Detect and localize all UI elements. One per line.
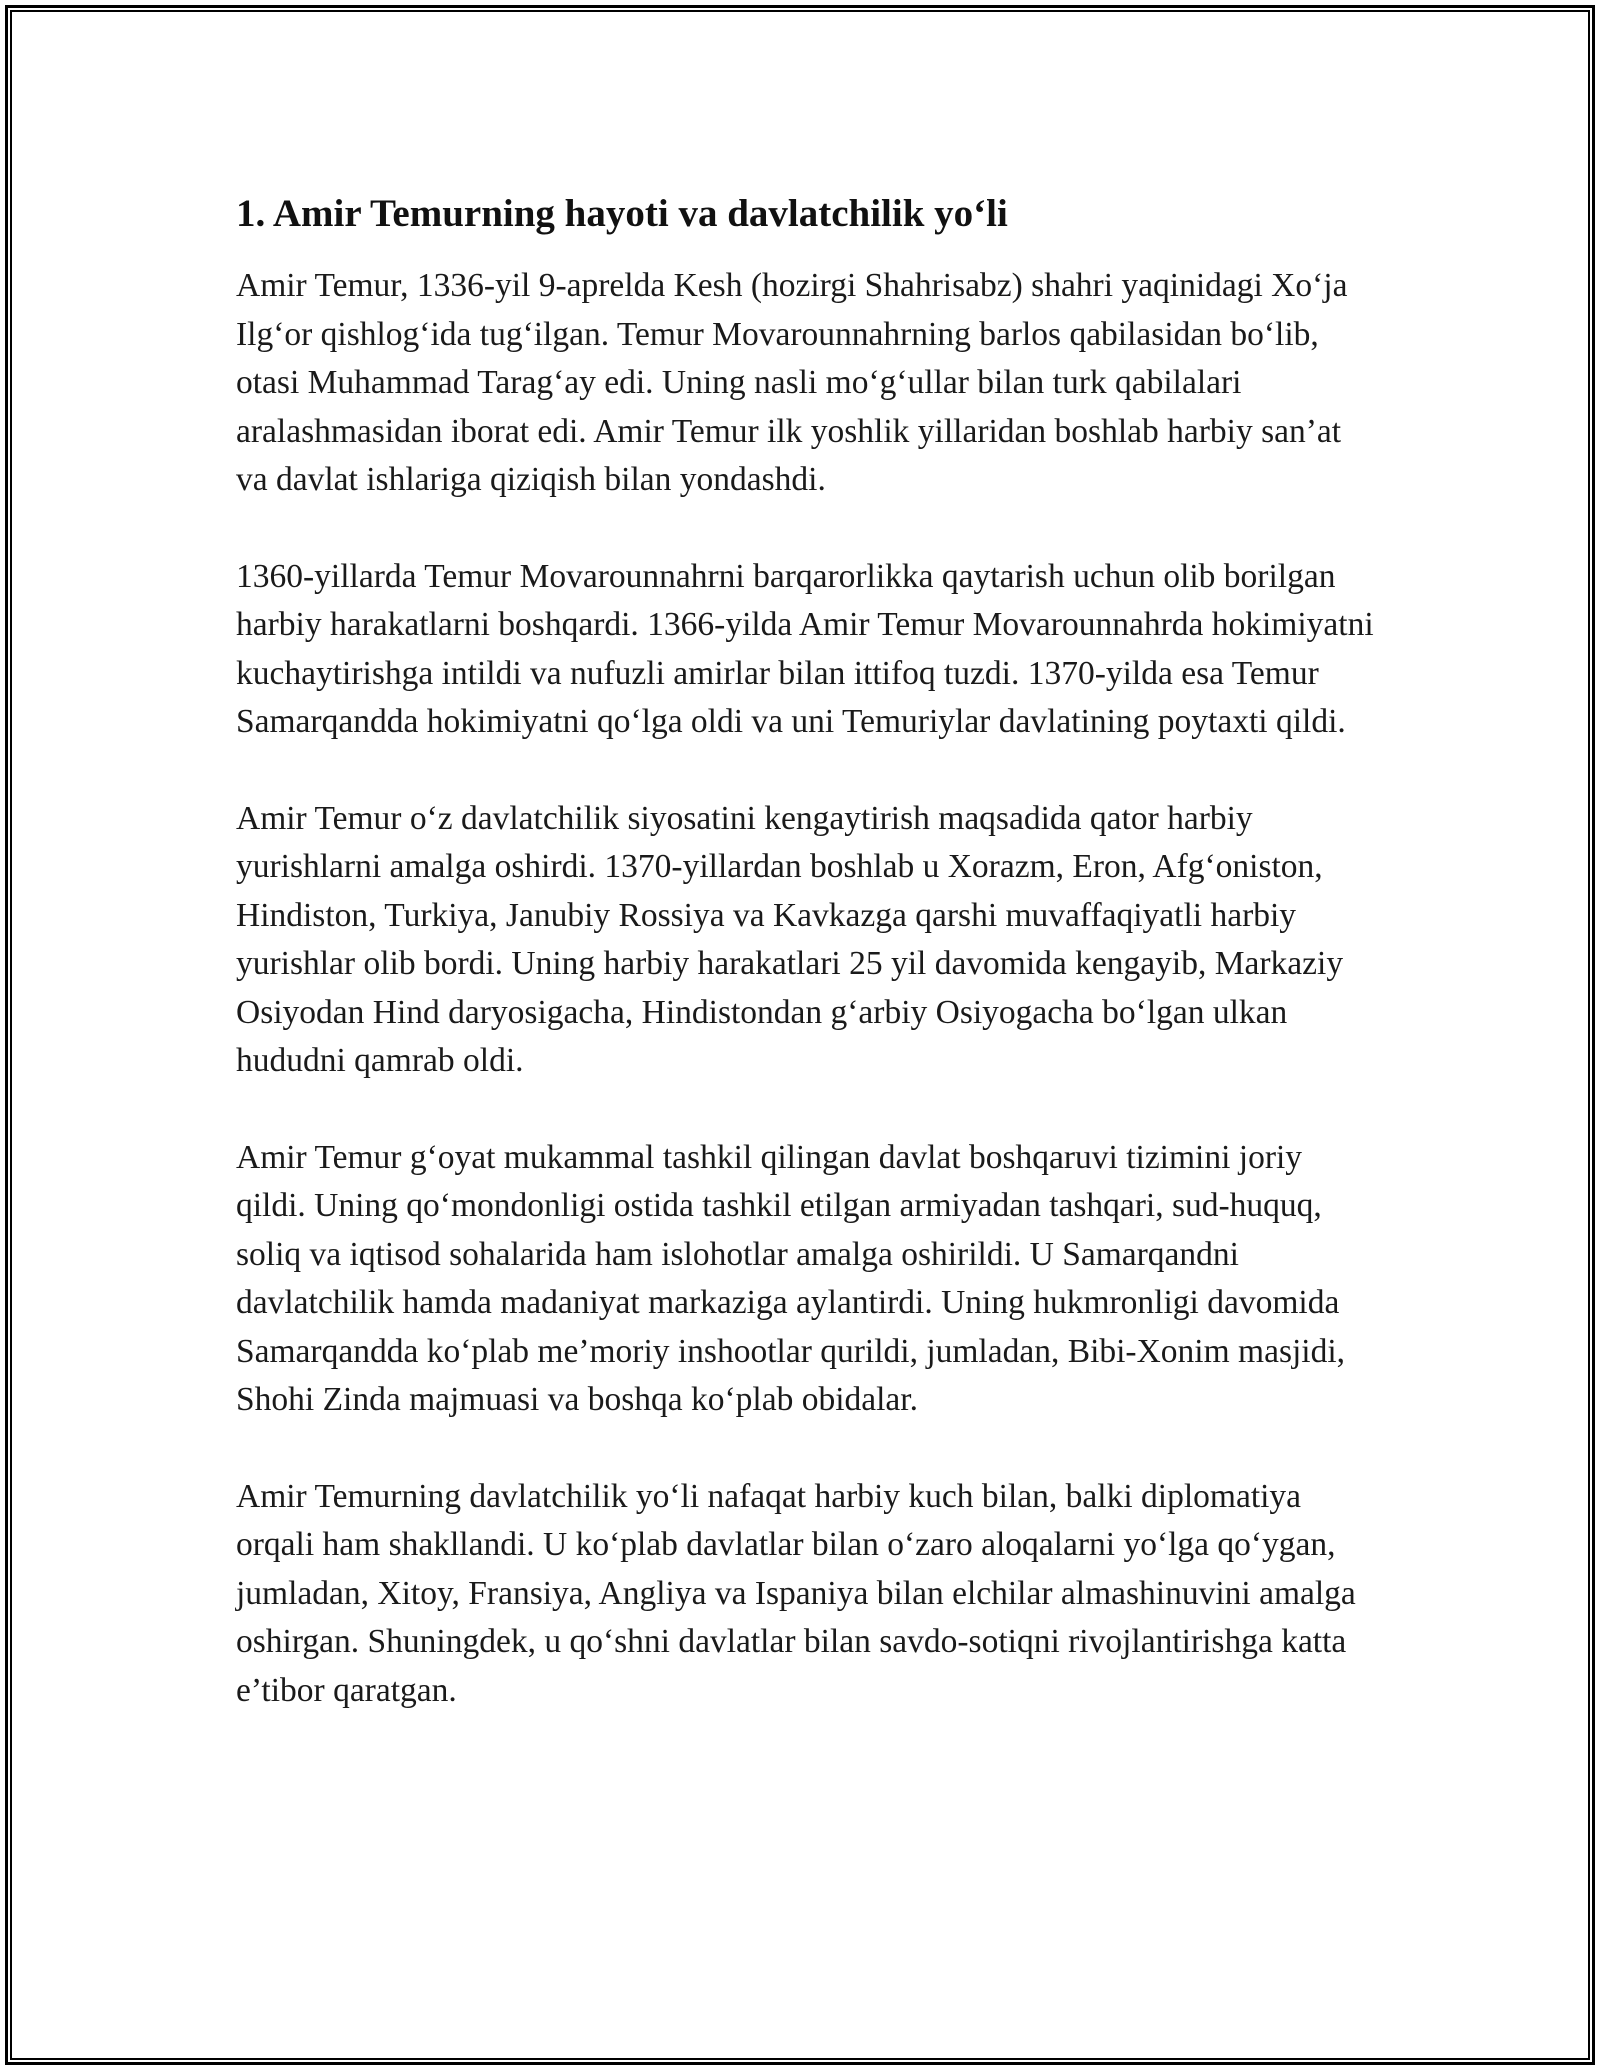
paragraph-state-administration: Amir Temur g‘oyat mukammal tashkil qilingan davlat boshqaruvi tizimini joriy qildi. Uning qo‘mondonligi ostida tashkil etilgan armiyadan tashqari, sud-huquq, soliq va iqtisod sohalarida ham islohotlar amalga oshirildi. U Samarqandni davlatchilik hamda madaniyat markaziga aylantirdi. Uning hukmronligi davomida Samarqandda ko‘plab me’moriy inshootlar qurildi, jumladan, Bibi-Xonim masjidi, Shohi Zinda majmuasi va boshqa ko‘plab obidalar. xyxy=(236,1138,1346,1418)
paragraph-birth-origins: Amir Temur, 1336-yil 9-aprelda Kesh (hozirgi Shahrisabz) shahri yaqinidagi Xo‘ja Ilg‘or qishlog‘ida tug‘ilgan. Temur Movarounnahrning barlos qabilasidan bo‘lib, otasi Muhammad Tarag‘ay edi. Uning nasli mo‘g‘ullar bilan turk qabilalari aralashmasidan iborat edi. Amir Temur ilk yoshlik yillaridan boshlab harbiy san’at va davlat ishlariga qiziqish bilan yondashdi. xyxy=(236,267,1348,498)
paragraph-diplomacy: Amir Temurning davlatchilik yo‘li nafaqat harbiy kuch bilan, balki diplomatiya orqali ham shakllandi. U ko‘plab davlatlar bilan o‘zaro aloqalarni yo‘lga qo‘ygan, jumladan, Xitoy, Fransiya, Angliya va Ispaniya bilan elchilar almashinuvini amalga oshirgan. Shuningdek, u qo‘shni davlatlar bilan savdo-sotiqni rivojlantirishga katta e’tibor qaratgan. xyxy=(236,1477,1356,1709)
paragraph-military-campaigns: Amir Temur o‘z davlatchilik siyosatini kengaytirish maqsadida qator harbiy yurishlarni amalga oshirdi. 1370-yillardan boshlab u Xorazm, Eron, Afg‘oniston, Hindiston, Turkiya, Janubiy Rossiya va Kavkazga qarshi muvaffaqiyatli harbiy yurishlar olib bordi. Uning harbiy harakatlari 25 yil davomida kengayib, Markaziy Osiyodan Hind daryosigacha, Hindistondan g‘arbiy Osiyogacha bo‘lgan ulkan hududni qamrab oldi. xyxy=(236,799,1344,1079)
document-body xyxy=(236,188,1376,1763)
paragraph-rise-to-power: 1360-yillarda Temur Movarounnahrni barqarorlikka qaytarish uchun olib borilgan harbiy harakatlarni boshqardi. 1366-yilda Amir Temur Movarounnahrda hokimiyatni kuchaytirishga intildi va nufuzli amirlar bilan ittifoq tuzdi. 1370-yilda esa Temur Samarqandda hokimiyatni qo‘lga oldi va uni Temuriylar davlatining poytaxti qildi. xyxy=(236,557,1374,740)
section-heading: 1. Amir Temurning hayoti va davlatchilik yo‘li xyxy=(236,192,1008,235)
